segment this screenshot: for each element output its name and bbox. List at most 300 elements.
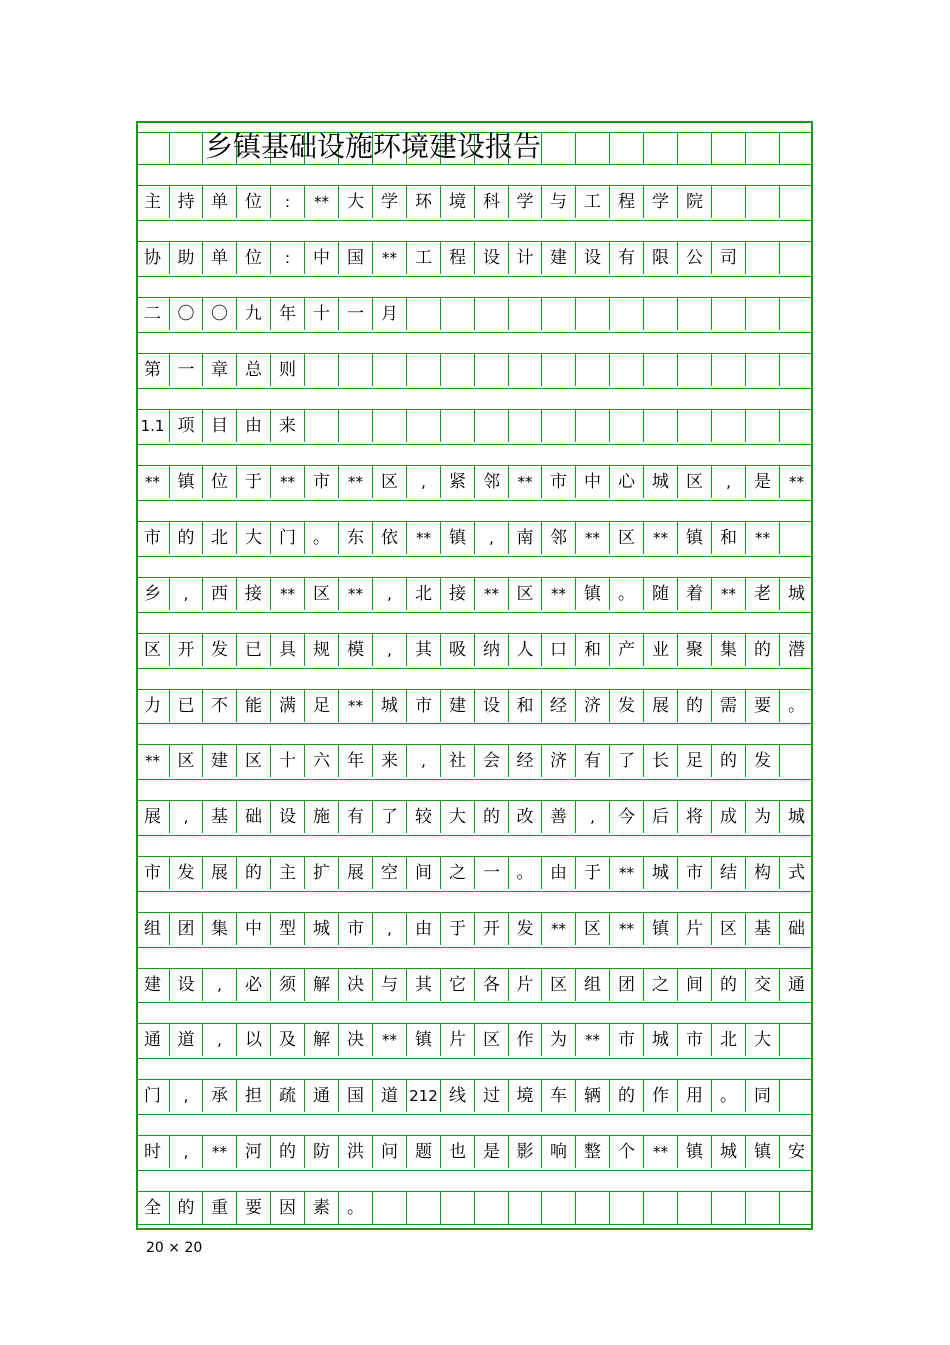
grid-cell: 济	[542, 745, 576, 777]
grid-cell: 市	[305, 466, 339, 498]
grid-cell: 境	[441, 186, 475, 218]
grid-cell: **	[373, 1024, 407, 1056]
grid-cell: 区	[373, 466, 407, 498]
grid-cell: 将	[678, 801, 712, 833]
grid-cell: 的	[271, 1136, 305, 1168]
grid-cell: 承	[203, 1080, 237, 1112]
grid-cell: ,	[170, 1080, 203, 1112]
grid-cell: 〇	[203, 298, 237, 330]
grid-cell: 的	[610, 1080, 644, 1112]
grid-cell: ,	[373, 913, 407, 945]
grid-cell: 素	[305, 1192, 339, 1224]
grid-cell: 有	[339, 801, 373, 833]
grid-cell: 东	[339, 522, 373, 554]
grid-cell: 较	[407, 801, 441, 833]
grid-cell: 市	[407, 690, 441, 722]
grid-cell: 程	[441, 242, 475, 274]
grid-cell: 单	[203, 242, 237, 274]
grid-cell: 展	[644, 690, 678, 722]
grid-cell: ,	[203, 1024, 237, 1056]
grid-row	[138, 634, 811, 666]
grid-cell: 同	[746, 1080, 780, 1112]
grid-cell: 人	[509, 634, 542, 666]
grid-cell: 担	[237, 1080, 271, 1112]
grid-cell: **	[339, 466, 373, 498]
grid-cell: 章	[203, 354, 237, 386]
grid-row	[138, 913, 811, 945]
grid-cell: **	[475, 578, 509, 610]
row-gap	[138, 1058, 811, 1080]
grid-cell: 镇	[407, 1024, 441, 1056]
grid-cell: 市	[136, 522, 170, 554]
grid-cell	[746, 186, 780, 218]
grid-cell	[407, 410, 441, 442]
grid-cell	[644, 298, 678, 330]
grid-row	[138, 522, 811, 554]
grid-cell	[712, 298, 746, 330]
grid-cell: 间	[407, 857, 441, 889]
grid-cell: 学	[373, 186, 407, 218]
grid-cell: 经	[509, 745, 542, 777]
grid-cell	[712, 186, 746, 218]
grid-cell: 西	[203, 578, 237, 610]
grid-cell: 扩	[305, 857, 339, 889]
grid-cell: 产	[610, 634, 644, 666]
grid-cell	[644, 354, 678, 386]
grid-cell: 道	[170, 1024, 203, 1056]
grid-cell: 城	[644, 1024, 678, 1056]
grid-cell: 司	[712, 242, 746, 274]
grid-cell: 区	[576, 913, 610, 945]
grid-cell	[746, 298, 780, 330]
grid-cell: 作	[644, 1080, 678, 1112]
grid-cell: ,	[373, 578, 407, 610]
grid-cell: 由	[237, 410, 271, 442]
grid-cell: 其	[407, 969, 441, 1001]
grid-cell: 。	[788, 695, 805, 716]
grid-row	[138, 969, 811, 1001]
grid-cell: 大	[746, 1024, 780, 1056]
grid-cell: **	[542, 578, 576, 610]
grid-cell: 有	[610, 242, 644, 274]
grid-cell: 发	[746, 745, 780, 777]
grid-cell: 持	[170, 186, 203, 218]
grid-cell: 城	[305, 913, 339, 945]
grid-cell: 北	[712, 1024, 746, 1056]
grid-cell: 学	[644, 186, 678, 218]
grid-cell: 和	[576, 634, 610, 666]
grid-cell	[610, 133, 644, 165]
grid-cell: **	[271, 466, 305, 498]
grid-cell: 通	[788, 974, 805, 995]
grid-cell: 紧	[441, 466, 475, 498]
grid-cell: 公	[678, 242, 712, 274]
grid-cell: 大	[237, 522, 271, 554]
grid-cell: 模	[339, 634, 373, 666]
grid-cell: 决	[339, 1024, 373, 1056]
grid-cell: 要	[237, 1192, 271, 1224]
grid-cell: 经	[542, 690, 576, 722]
grid-cell: 的	[170, 1192, 203, 1224]
grid-cell: ,	[475, 522, 509, 554]
grid-cell: 市	[678, 1024, 712, 1056]
grid-cell: 善	[542, 801, 576, 833]
grid-cell: **	[644, 522, 678, 554]
grid-cell: 位	[237, 242, 271, 274]
grid-cell: 组	[136, 913, 170, 945]
grid-cell: 月	[373, 298, 407, 330]
row-gap	[138, 500, 811, 522]
grid-cell: 决	[339, 969, 373, 1001]
grid-cell: 老	[746, 578, 780, 610]
document-title: 乡镇基础设施环境建设报告	[205, 130, 542, 163]
row-gap	[138, 891, 811, 913]
grid-cell: 发	[170, 857, 203, 889]
grid-cell: 接	[441, 578, 475, 610]
grid-cell: 建	[203, 745, 237, 777]
grid-cell	[136, 133, 170, 165]
grid-cell: 建	[542, 242, 576, 274]
grid-cell	[475, 298, 509, 330]
grid-cell: 计	[509, 242, 542, 274]
grid-cell	[780, 1192, 813, 1224]
grid-row	[138, 1024, 811, 1056]
grid-cell	[576, 133, 610, 165]
grid-cell	[441, 298, 475, 330]
grid-cell: 今	[610, 801, 644, 833]
grid-cell: 门	[271, 522, 305, 554]
grid-row	[138, 857, 811, 889]
grid-cell: **	[644, 1136, 678, 1168]
grid-cell: 纳	[475, 634, 509, 666]
row-gap	[138, 779, 811, 801]
grid-cell	[644, 133, 678, 165]
grid-cell: 总	[237, 354, 271, 386]
row-gap	[138, 835, 811, 857]
grid-cell: 区	[610, 522, 644, 554]
row-gap	[138, 332, 811, 354]
grid-cell: 十	[305, 298, 339, 330]
grid-cell: 础	[788, 918, 805, 939]
grid-cell: 十	[271, 745, 305, 777]
grid-cell: 是	[746, 466, 780, 498]
row-gap	[138, 1224, 811, 1232]
grid-cell	[712, 354, 746, 386]
grid-cell: 影	[509, 1136, 542, 1168]
grid-row	[138, 186, 811, 218]
grid-cell: 社	[441, 745, 475, 777]
grid-cell: 通	[305, 1080, 339, 1112]
grid-cell	[644, 1192, 678, 1224]
grid-cell: ,	[203, 969, 237, 1001]
row-gap	[138, 276, 811, 298]
grid-cell: ,	[170, 1136, 203, 1168]
grid-cell	[610, 1192, 644, 1224]
grid-cell: 区	[542, 969, 576, 1001]
grid-cell: 是	[475, 1136, 509, 1168]
grid-cell: 的	[712, 969, 746, 1001]
grid-cell: 长	[644, 745, 678, 777]
grid-cell: **	[373, 242, 407, 274]
grid-cell: 的	[712, 745, 746, 777]
grid-cell: 会	[475, 745, 509, 777]
grid-cell: 区	[170, 745, 203, 777]
grid-cell: 的	[475, 801, 509, 833]
grid-cell: 区	[475, 1024, 509, 1056]
grid-cell: 潜	[788, 639, 805, 660]
grid-cell: 于	[237, 466, 271, 498]
grid-cell: **	[610, 857, 644, 889]
grid-row	[138, 298, 811, 330]
grid-cell	[780, 354, 813, 386]
grid-row	[138, 745, 811, 777]
grid-cell: 市	[610, 1024, 644, 1056]
grid-cell: 基	[746, 913, 780, 945]
grid-cell	[305, 410, 339, 442]
grid-cell: 各	[475, 969, 509, 1001]
grid-cell: 疏	[271, 1080, 305, 1112]
grid-cell	[678, 354, 712, 386]
grid-cell: 间	[678, 969, 712, 1001]
row-gap	[138, 1114, 811, 1136]
grid-cell: 线	[441, 1080, 475, 1112]
grid-cell: 协	[136, 242, 170, 274]
grid-cell: 随	[644, 578, 678, 610]
grid-cell: 大	[441, 801, 475, 833]
row-gap	[138, 1002, 811, 1024]
grid-cell: 中	[576, 466, 610, 498]
grid-row	[138, 410, 811, 442]
row-gap	[138, 668, 811, 690]
grid-cell: 院	[678, 186, 712, 218]
grid-cell	[712, 410, 746, 442]
grid-cell	[509, 410, 542, 442]
grid-cell: 足	[305, 690, 339, 722]
grid-cell: 力	[136, 690, 170, 722]
grid-cell	[780, 522, 813, 554]
grid-cell: **	[576, 1024, 610, 1056]
grid-cell: 助	[170, 242, 203, 274]
grid-cell: 发	[610, 690, 644, 722]
grid-cell: 以	[237, 1024, 271, 1056]
grid-cell: 的	[678, 690, 712, 722]
grid-cell: 镇	[441, 522, 475, 554]
grid-cell: 改	[509, 801, 542, 833]
grid-cell: 片	[678, 913, 712, 945]
grid-cell: **	[610, 913, 644, 945]
grid-cell: 六	[305, 745, 339, 777]
grid-cell: 展	[339, 857, 373, 889]
grid-cell: 展	[136, 801, 170, 833]
grid-cell: 项	[170, 410, 203, 442]
grid-cell: 因	[271, 1192, 305, 1224]
grid-row	[138, 1192, 811, 1224]
grid-cell: 其	[407, 634, 441, 666]
grid-cell: 问	[373, 1136, 407, 1168]
grid-cell: 有	[576, 745, 610, 777]
grid-cell: 二	[136, 298, 170, 330]
grid-cell: 境	[509, 1080, 542, 1112]
grid-cell	[712, 133, 746, 165]
grid-cell: 镇	[170, 466, 203, 498]
grid-cell: 。	[610, 578, 644, 610]
grid-cell: 区	[678, 466, 712, 498]
grid-cell: 环	[407, 186, 441, 218]
grid-cell: 镇	[576, 578, 610, 610]
grid-cell	[542, 133, 576, 165]
grid-cell: 吸	[441, 634, 475, 666]
grid-cell: 构	[746, 857, 780, 889]
grid-cell	[170, 133, 203, 165]
grid-cell: 础	[237, 801, 271, 833]
grid-cell: **	[136, 745, 170, 777]
grid-cell: **	[271, 578, 305, 610]
grid-cell: 过	[475, 1080, 509, 1112]
grid-cell: 建	[441, 690, 475, 722]
grid-cell: 整	[576, 1136, 610, 1168]
grid-cell	[780, 745, 813, 777]
grid-cell: 区	[237, 745, 271, 777]
grid-cell: ,	[407, 466, 441, 498]
grid-cell: 工	[407, 242, 441, 274]
grid-cell: 位	[237, 186, 271, 218]
manuscript-grid	[136, 121, 813, 1230]
grid-cell	[576, 410, 610, 442]
grid-cell: 重	[203, 1192, 237, 1224]
grid-cell: 它	[441, 969, 475, 1001]
grid-cell: 目	[203, 410, 237, 442]
grid-cell	[509, 1192, 542, 1224]
grid-cell: **	[136, 466, 170, 498]
grid-cell: 已	[237, 634, 271, 666]
grid-cell	[509, 298, 542, 330]
grid-cell: 口	[542, 634, 576, 666]
grid-cell: 的	[746, 634, 780, 666]
grid-cell	[780, 410, 813, 442]
grid-cell: 式	[788, 862, 805, 883]
grid-cell: 北	[407, 578, 441, 610]
grid-cell: 之	[441, 857, 475, 889]
grid-cell: 和	[712, 522, 746, 554]
grid-cell: ,	[170, 578, 203, 610]
grid-cell	[576, 354, 610, 386]
grid-cell: 集	[712, 634, 746, 666]
grid-cell: 九	[237, 298, 271, 330]
grid-cell	[339, 354, 373, 386]
grid-cell: 。	[339, 1192, 373, 1224]
grid-cell: 区	[509, 578, 542, 610]
grid-cell	[305, 354, 339, 386]
grid-cell	[610, 354, 644, 386]
grid-cell	[373, 354, 407, 386]
grid-cell: 镇	[644, 913, 678, 945]
grid-cell: 时	[136, 1136, 170, 1168]
grid-cell	[678, 410, 712, 442]
grid-cell: 于	[576, 857, 610, 889]
grid-cell: 河	[237, 1136, 271, 1168]
row-gap	[138, 723, 811, 745]
grid-cell: 足	[678, 745, 712, 777]
grid-cell: 依	[373, 522, 407, 554]
grid-cell	[441, 1192, 475, 1224]
grid-cell: 程	[610, 186, 644, 218]
grid-cell	[475, 354, 509, 386]
grid-cell: 已	[170, 690, 203, 722]
grid-cell: 门	[136, 1080, 170, 1112]
grid-cell: 中	[305, 242, 339, 274]
grid-cell: 城	[644, 466, 678, 498]
grid-cell: 具	[271, 634, 305, 666]
grid-cell: 年	[339, 745, 373, 777]
grid-cell: 设	[475, 242, 509, 274]
grid-cell: :	[271, 242, 305, 274]
grid-cell: 1.1	[136, 410, 170, 442]
grid-cell: 和	[509, 690, 542, 722]
grid-cell: 来	[373, 745, 407, 777]
grid-cell: **	[339, 578, 373, 610]
grid-cell: 团	[170, 913, 203, 945]
grid-cell	[576, 1192, 610, 1224]
grid-cell	[441, 354, 475, 386]
grid-cell: 邻	[542, 522, 576, 554]
grid-row	[138, 466, 811, 498]
grid-cell: 一	[475, 857, 509, 889]
grid-cell: 年	[271, 298, 305, 330]
grid-cell: **	[712, 578, 746, 610]
grid-cell: 市	[542, 466, 576, 498]
grid-cell	[542, 298, 576, 330]
grid-cell: 北	[203, 522, 237, 554]
grid-cell: 主	[271, 857, 305, 889]
grid-cell	[678, 133, 712, 165]
row-gap	[138, 1170, 811, 1192]
grid-cell: 与	[373, 969, 407, 1001]
grid-cell: 〇	[170, 298, 203, 330]
grid-cell: 及	[271, 1024, 305, 1056]
grid-cell: 不	[203, 690, 237, 722]
grid-cell: 防	[305, 1136, 339, 1168]
grid-cell: 洪	[339, 1136, 373, 1168]
grid-cell: 之	[644, 969, 678, 1001]
grid-cell: **	[407, 522, 441, 554]
grid-cell: 区	[712, 913, 746, 945]
grid-cell: ,	[170, 801, 203, 833]
grid-cell	[475, 410, 509, 442]
grid-cell	[576, 298, 610, 330]
grid-row	[138, 578, 811, 610]
grid-row	[138, 1080, 811, 1112]
grid-cell: 开	[170, 634, 203, 666]
grid-cell: 通	[136, 1024, 170, 1056]
grid-cell: **	[509, 466, 542, 498]
grid-cell: 乡	[136, 578, 170, 610]
grid-cell: 开	[475, 913, 509, 945]
grid-cell	[542, 1192, 576, 1224]
grid-row	[138, 242, 811, 274]
grid-cell	[746, 410, 780, 442]
grid-cell: 解	[305, 1024, 339, 1056]
grid-size-label: 20 × 20	[146, 1240, 203, 1256]
grid-cell: 聚	[678, 634, 712, 666]
grid-cell: 第	[136, 354, 170, 386]
grid-cell: 位	[203, 466, 237, 498]
grid-cell: 安	[788, 1141, 805, 1162]
grid-cell: 于	[441, 913, 475, 945]
grid-cell: 城	[373, 690, 407, 722]
grid-cell: 镇	[678, 1136, 712, 1168]
grid-cell	[678, 298, 712, 330]
grid-cell: 解	[305, 969, 339, 1001]
